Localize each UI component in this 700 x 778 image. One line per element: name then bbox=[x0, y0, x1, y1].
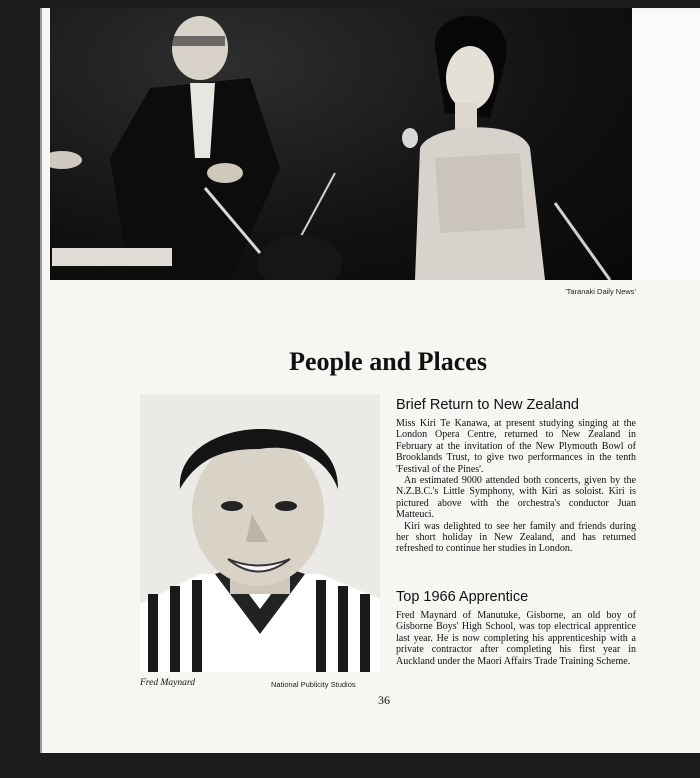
article-brief-return bbox=[396, 396, 636, 555]
article-paragraph: An estimated 9000 attended both concerts, given by the N.Z.B.C.'s Little Symphony, with Kiri as soloist. Kiri is pictured above with the orchestra's conductor Juan Matteuci. bbox=[396, 475, 636, 521]
article-paragraph: Kiri was delighted to see her family and friends during her short holiday in New Zealand, and has returned refreshed to continue her studies in London. bbox=[396, 520, 636, 555]
page-title: People and Places bbox=[289, 347, 487, 377]
portrait-caption-credit: National Publicity Studios bbox=[271, 680, 356, 689]
article-heading: Top 1966 Apprentice bbox=[396, 589, 529, 605]
article-paragraph: Miss Kiri Te Kanawa, at present studying singing at the London Opera Centre, returned to New Zealand in February at the invitation of the New Plymouth Bowl of Brooklands Trust, to give two performances in the tenth 'Festival of the Pines'. bbox=[396, 418, 636, 475]
portrait-caption-name: Fred Maynard bbox=[140, 678, 195, 688]
article-top-apprentice bbox=[396, 588, 636, 667]
concert-photo bbox=[50, 8, 632, 280]
portrait-photo bbox=[140, 394, 380, 672]
article-paragraph: Fred Maynard of Manutuke, Gisborne, an old boy of Gisborne Boys' High School, was top electrical apprentice last year. He is now completing his apprenticeship with a private contractor after completing his first year in Auckland under the Maori Affairs Trade Training Scheme. bbox=[396, 610, 636, 667]
concert-photo-image bbox=[50, 8, 632, 280]
photo-credit: 'Taranaki Daily News' bbox=[565, 287, 636, 296]
page-number: 36 bbox=[378, 693, 390, 707]
article-heading: Brief Return to New Zealand bbox=[396, 397, 579, 413]
portrait-image bbox=[140, 394, 380, 672]
adjacent-page-edge bbox=[632, 12, 700, 280]
